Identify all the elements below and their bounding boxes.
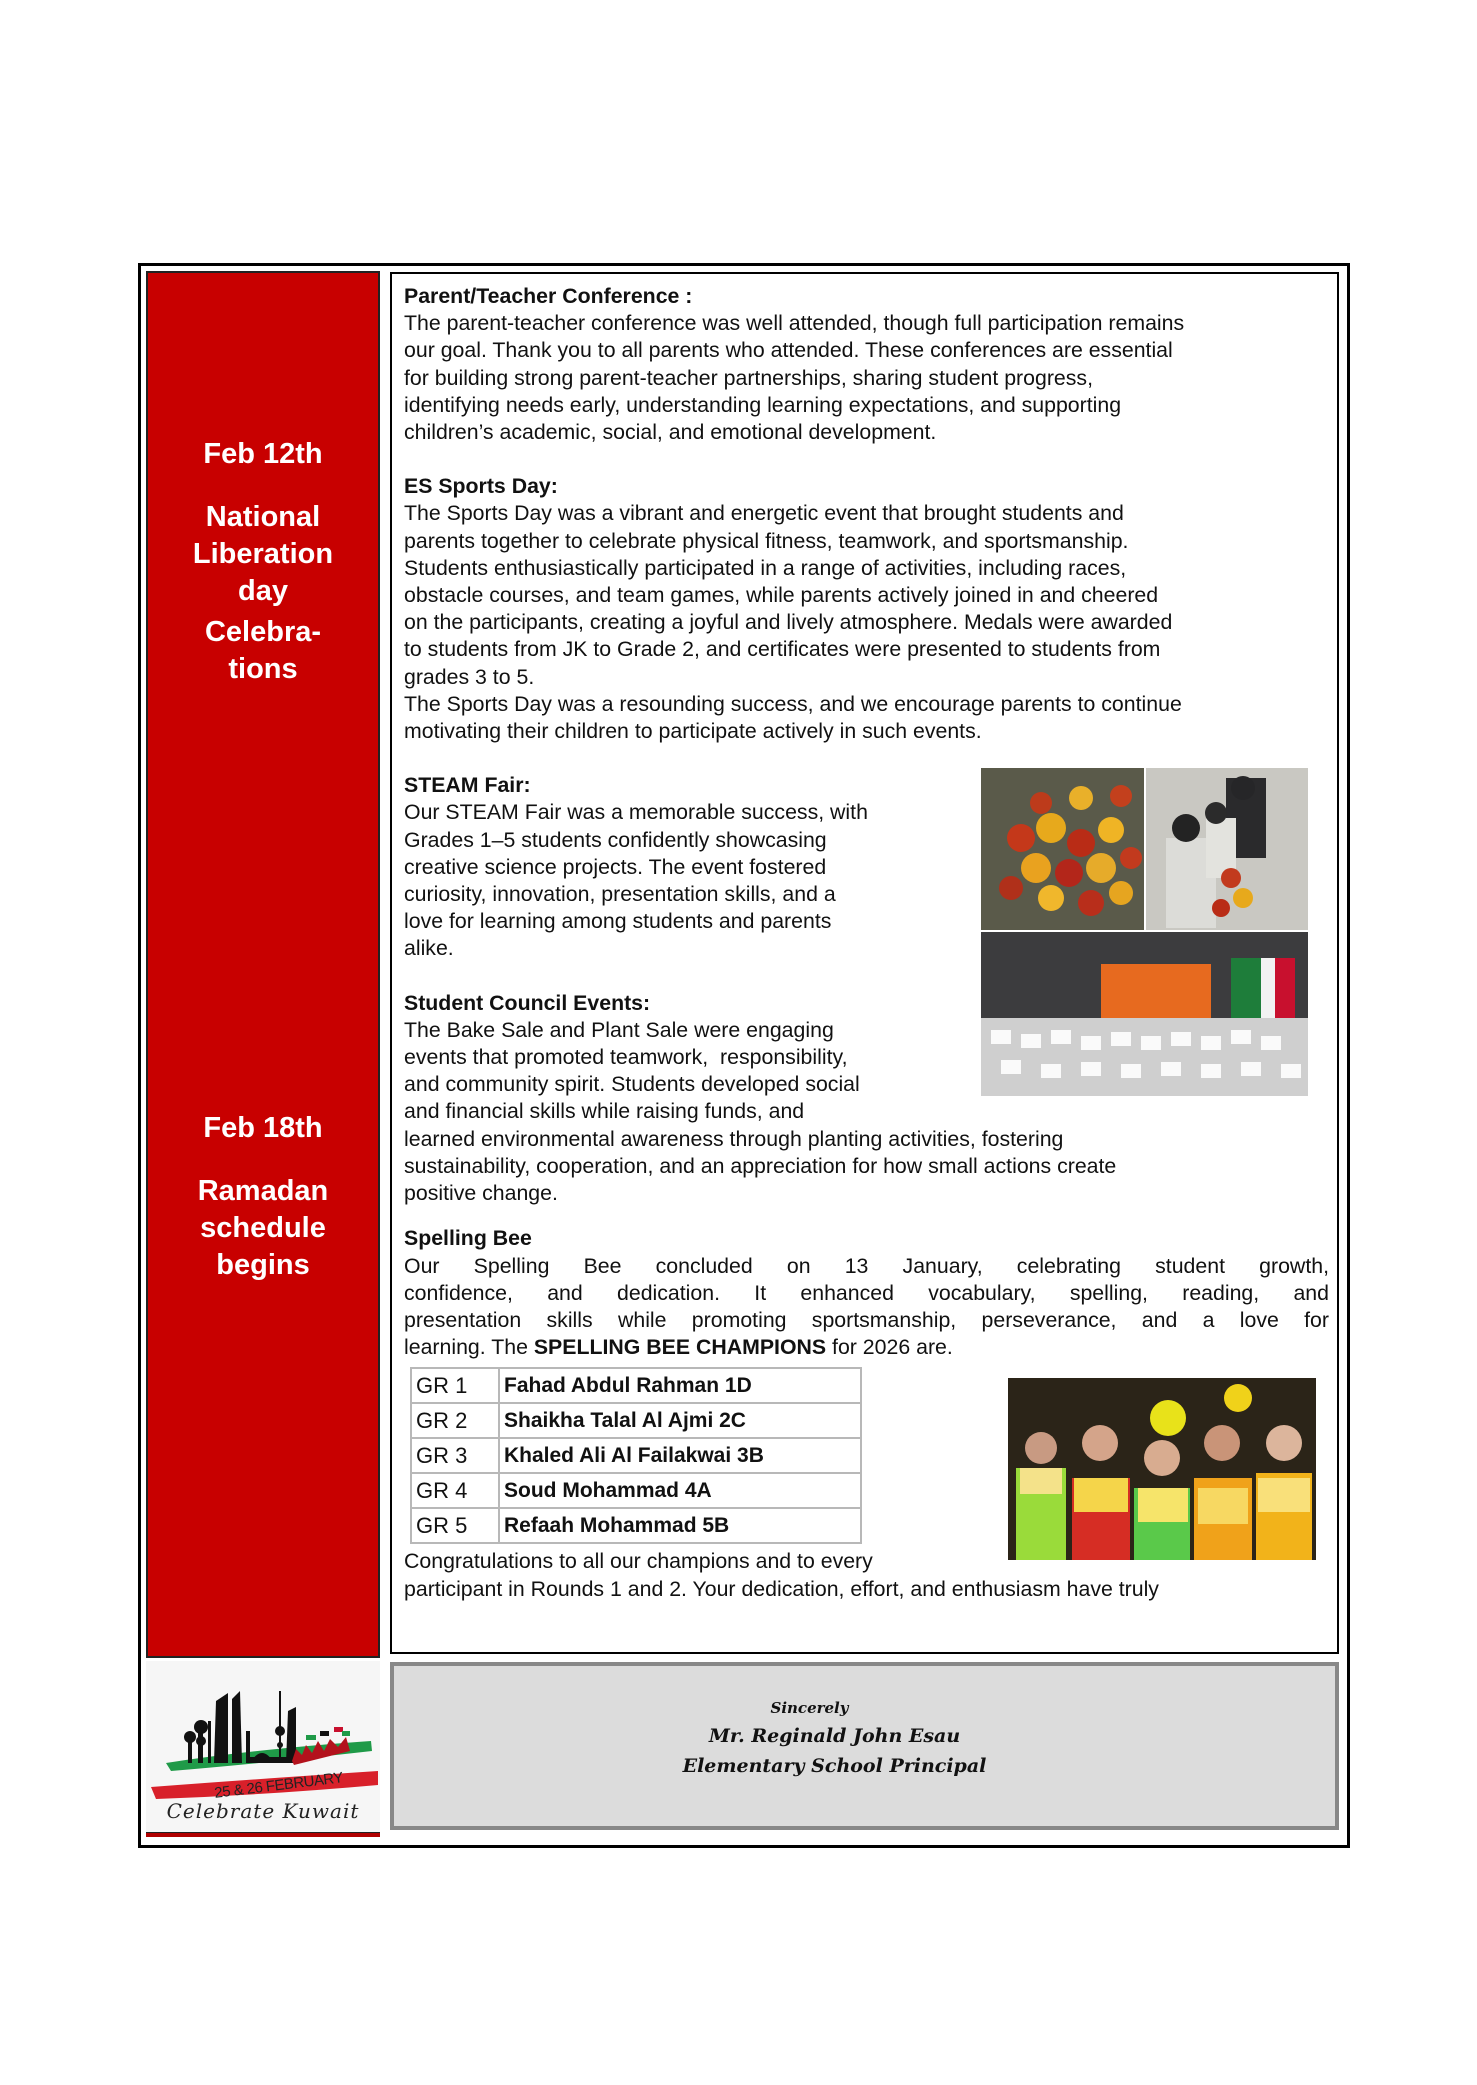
body-line: creative science projects. The event fostered	[404, 854, 827, 879]
event-title-line: Ramadan	[197, 1175, 329, 1207]
body-line: learned environmental awareness through planting activities, fostering	[404, 1126, 1064, 1151]
event-title-line: day	[238, 575, 288, 607]
body-line: for building strong parent-teacher partnerships, sharing student progress,	[404, 365, 1093, 390]
newsletter-content-box	[390, 272, 1339, 1654]
event-date: Feb 12th	[203, 438, 323, 470]
champion-name-cell: Fahad Abdul Rahman 1D	[499, 1368, 861, 1403]
students-with-certificates	[981, 1018, 1308, 1096]
table-row	[411, 1403, 861, 1438]
body-line: and community spirit. Students developed social	[404, 1072, 860, 1097]
body-line: children’s academic, social, and emotional development.	[404, 420, 937, 445]
table-row	[411, 1508, 861, 1543]
body-line: parents together to celebrate physical fitness, teamwork, and sportsmanship.	[404, 528, 1129, 553]
champions-table	[410, 1367, 862, 1544]
body-line: confidence, and dedication. It enhanced vocabulary, spelling, reading, and	[404, 1280, 1329, 1305]
event-date: Feb 18th	[203, 1112, 323, 1144]
event-title-line: tions	[228, 653, 298, 685]
event-title-line: Liberation	[192, 538, 334, 570]
signature-name: Mr. Reginald John Esau	[708, 1725, 961, 1747]
body-line: presentation skills while promoting sportsmanship, perseverance, and a love for	[404, 1307, 1329, 1332]
champion-name-cell: Soud Mohammad 4A	[499, 1473, 861, 1508]
section-sports-day	[404, 473, 1329, 745]
event-title-line: schedule	[200, 1212, 326, 1244]
section-heading: Spelling Bee	[404, 1226, 532, 1251]
body-line: grades 3 to 5.	[404, 664, 535, 689]
section-parent-teacher-conference	[404, 283, 1329, 446]
body-line: motivating their children to participate actively in such events.	[404, 719, 982, 744]
body-line: participant in Rounds 1 and 2. Your dedication, effort, and enthusiasm have truly	[404, 1576, 1159, 1601]
body-line: sustainability, cooperation, and an appreciation for how small actions create	[404, 1153, 1117, 1178]
body-line: The Sports Day was a vibrant and energetic event that brought students and	[404, 501, 1124, 526]
logo-date-text: 25 & 26 FEBRUARY	[213, 1769, 344, 1802]
grade-cell: GR 2	[411, 1403, 499, 1438]
table-row	[411, 1438, 861, 1473]
table-row	[411, 1368, 861, 1403]
section-heading: Parent/Teacher Conference :	[404, 284, 693, 308]
body-line: events that promoted teamwork, responsibility,	[404, 1045, 848, 1070]
champion-name-cell: Shaikha Talal Al Ajmi 2C	[499, 1403, 861, 1438]
body-line: our goal. Thank you to all parents who attended. These conferences are essential	[404, 338, 1173, 363]
text-run: learning. The	[404, 1335, 534, 1360]
body-line: to students from JK to Grade 2, and certificates were presented to students from	[404, 637, 1161, 662]
body-line: Our Spelling Bee concluded on 13 January, celebrating student growth,	[404, 1253, 1329, 1278]
science-poster	[1101, 964, 1211, 1024]
body-line: The parent-teacher conference was well attended, though full participation remains	[404, 311, 1185, 336]
body-line: Our STEAM Fair was a memorable success, with	[404, 800, 868, 825]
body-line: Congratulations to all our champions and to every	[404, 1549, 873, 1574]
section-heading: STEAM Fair:	[404, 773, 531, 798]
spelling-bee-champions-photo	[1008, 1378, 1316, 1560]
body-line: curiosity, innovation, presentation skills, and a	[404, 882, 836, 907]
body-line: positive change.	[404, 1181, 558, 1206]
event-title-line: National	[205, 501, 321, 533]
body-line: and financial skills while raising funds, and	[404, 1099, 805, 1124]
body-line: on the participants, creating a joyful and lively atmosphere. Medals were awarded	[404, 610, 1173, 635]
crowd-with-flags	[292, 1727, 350, 1765]
sidebar-event-ramadan	[148, 1110, 378, 1284]
grade-cell: GR 4	[411, 1473, 499, 1508]
signature-box	[390, 1662, 1339, 1830]
celebrate-kuwait-logo	[146, 1661, 380, 1837]
champion-name-cell: Khaled Ali Al Failakwai 3B	[499, 1438, 861, 1473]
event-title-line: begins	[216, 1249, 310, 1281]
body-line: The Sports Day was a resounding success, and we encourage parents to continue	[404, 691, 1182, 716]
skyline-silhouette	[184, 1691, 296, 1763]
steam-fair-photo-collage	[981, 768, 1308, 1096]
logo-caption: Celebrate Kuwait	[166, 1799, 360, 1823]
body-line: Grades 1–5 students confidently showcasing	[404, 827, 827, 852]
grade-cell: GR 1	[411, 1368, 499, 1403]
events-sidebar	[146, 271, 380, 1658]
section-heading: Student Council Events:	[404, 990, 651, 1015]
body-line: obstacle courses, and team games, while parents actively joined in and cheered	[404, 583, 1159, 608]
logo-bottom-bar	[146, 1832, 380, 1837]
table-row	[411, 1473, 861, 1508]
section-heading: ES Sports Day:	[404, 474, 558, 499]
body-line: The Bake Sale and Plant Sale were engaging	[404, 1017, 834, 1042]
signature-title: Elementary School Principal	[682, 1755, 987, 1777]
body-line: identifying needs early, understanding learning expectations, and supporting	[404, 392, 1122, 417]
champion-name-cell: Refaah Mohammad 5B	[499, 1508, 861, 1543]
event-title-line: Celebra-	[204, 616, 322, 648]
body-line: love for learning among students and parents	[404, 909, 832, 934]
text-run: for 2026 are.	[826, 1335, 953, 1360]
body-line: Students enthusiastically participated in a range of activities, including races,	[404, 555, 1127, 580]
grade-cell: GR 5	[411, 1508, 499, 1543]
body-line: alike.	[404, 936, 454, 961]
champions-emphasis: SPELLING BEE CHAMPIONS	[533, 1335, 827, 1360]
signature-closing: Sincerely	[770, 1699, 849, 1717]
sidebar-event-liberation-day	[148, 436, 378, 688]
grade-cell: GR 3	[411, 1438, 499, 1473]
body-line	[404, 1334, 1329, 1361]
